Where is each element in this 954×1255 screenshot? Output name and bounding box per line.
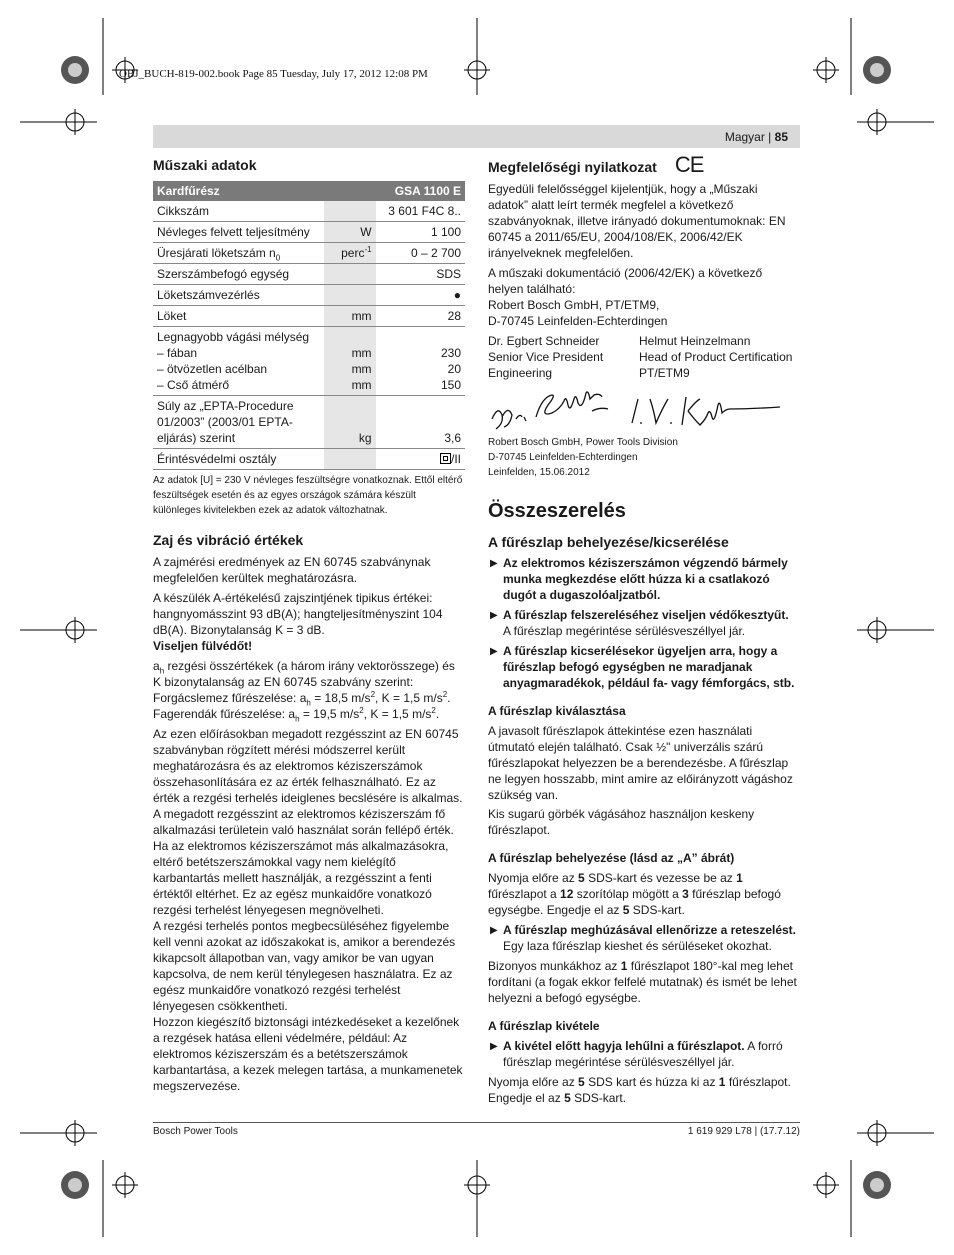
noise-paragraph: A készülék A-értékelésű zajszintjének tipikus értékei: hangnyomásszint 93 dB(A); hangteljesítményszint 104 dB(A). Bizonytalanság K = 3 dB.: [153, 591, 443, 637]
text-run: SDS kart és húzza ki az: [584, 1075, 719, 1089]
text-run: SDS-kart.: [570, 1091, 627, 1105]
spec-unit-line: mm: [351, 362, 372, 376]
spec-unit: [324, 327, 375, 396]
protection-class-text: /II: [450, 452, 461, 466]
vibration-text: rezgési összértékek (a három irány vektorösszege) és K bizonytalanság az EN 60745 szabvány szerint:: [153, 659, 455, 689]
language-label: Magyar: [724, 130, 765, 144]
spec-label-line: Súly az „EPTA-Procedure: [157, 399, 294, 413]
assembly-paragraph: [488, 870, 800, 918]
part-number: 5: [578, 1075, 585, 1089]
signatory-line: Head of Product Certification: [639, 350, 793, 364]
text-run: SDS-kart.: [629, 903, 685, 917]
signatory-line: Engineering: [488, 366, 553, 380]
issuer-block: [488, 435, 800, 480]
part-number: 5: [564, 1091, 571, 1105]
bullet-text-bold: A fűrészlap meghúzásával ellenőrizze a reteszelést.: [503, 923, 797, 937]
vibration-paragraph: $a_h$ rezgési összértékek (a három irány vektorösszege) és K bizonytalanság az EN 60745 szabvány szerint: Forgácslemez fűrészelése: $a_h = 18,5$ $m/s^2$, K = 1,5 $m/s^2$. Fagerendák fűrészelése: $a_h = 19,5$ $m/s^2$, K = 1,5 $m/s^2$.: [153, 659, 455, 724]
spec-unit: [324, 396, 375, 449]
spec-value-dot: ●: [376, 285, 465, 306]
tech-heading: Műszaki adatok: [153, 157, 257, 173]
print-header: OBJ_BUCH-819-002.book Page 85 Tuesday, July 17, 2012 12:08 PM: [119, 68, 428, 80]
spec-value: [376, 327, 465, 396]
spec-label: Löket: [153, 306, 324, 327]
vibration-subscript: h: [306, 698, 311, 708]
blade-insert-heading: A fűrészlap behelyezése (lásd az „A” ábrát): [488, 851, 735, 865]
punctuation: .: [447, 691, 451, 705]
safety-bullet: [488, 555, 800, 603]
spec-table: [153, 181, 465, 470]
spec-unit-text: perc: [341, 246, 365, 260]
ear-protection-warning: Viseljen fülvédőt!: [153, 639, 253, 653]
bullet-arrow-icon: ▶: [490, 646, 498, 657]
vibration-line: Forgácslemez fűrészelése: a: [153, 691, 307, 705]
spec-unit: [324, 264, 375, 285]
safety-bullet: [488, 922, 800, 954]
spec-unit: [324, 285, 375, 306]
signatories: [488, 333, 800, 381]
footer-rule: [153, 1122, 800, 1123]
text-run: fűrészlap befogó egységbe. Engedje el az: [488, 887, 781, 917]
vibration-subscript: h: [295, 714, 300, 724]
spec-value-line: [380, 329, 461, 345]
bullet-text: Az elektromos kéziszerszámon végzendő bármely munka megkezdése előtt húzza ki a csatlakozó dugót a dugaszolóaljzatból.: [503, 556, 788, 602]
assembly-paragraph: [488, 958, 800, 1006]
spec-value: 0 – 2 700: [376, 243, 465, 264]
punctuation: .: [435, 707, 440, 721]
table-row: [153, 396, 465, 449]
text-run: Nyomja előre az: [488, 871, 579, 885]
noise-paragraph: A megadott rezgésszint az elektromos kéziszerszám fő alkalmazási területein való használat során fellépő érték. Ha az elektromos kéziszerszámot más alkalmazásokra, eltérő betétszerszámokkal vagy nem kielégítő karbantartás mellett használják, a rezgésszint a fenti értéktől eltérhet. Ez az egész munkaidőre vonatkozó rezgési terhelést lényegesen megnövelheti.: [153, 807, 454, 917]
assembly-heading: Összeszerelés: [488, 500, 626, 522]
part-number: 12: [560, 887, 574, 901]
spec-unit-line: kg: [358, 431, 372, 445]
part-number: 3: [682, 887, 689, 901]
spec-label: Löketszámvezérlés: [153, 285, 324, 306]
spec-unit: mm: [324, 306, 375, 327]
blade-change-heading: A fűrészlap behelyezése/kicserélése: [488, 534, 729, 550]
spec-unit: [324, 449, 375, 470]
page-band: [153, 125, 800, 148]
spec-label: Érintésvédelmi osztály: [153, 449, 324, 470]
text-run: szorítólap mögött a: [573, 887, 683, 901]
safety-bullet: [488, 643, 800, 691]
text-run: Bizonyos munkákhoz az: [488, 959, 621, 973]
footer-brand: Bosch Power Tools: [153, 1126, 238, 1137]
bullet-arrow-icon: ▶: [490, 925, 498, 936]
bullet-arrow-icon: ▶: [490, 1041, 498, 1052]
signatory-line: PT/ETM9: [639, 366, 690, 380]
vibration-value: = 18,5 m/s: [310, 691, 371, 705]
noise-paragraph: Hozzon kiegészítő biztonsági intézkedéseket a kezelőnek a rezgések hatása elleni védelmére, például: Az elektromos kéziszerszám és a betétszerszámok karbantartása, a kezek melegen tartása, a munkamenetek megszervezése.: [153, 1015, 463, 1093]
part-number: 1: [736, 871, 743, 885]
spec-unit: [324, 201, 375, 222]
vibration-symbol: a: [153, 659, 160, 673]
signatory-line: Senior Vice President: [488, 350, 604, 364]
spec-label-text: Üresjárati löketszám n: [157, 246, 276, 260]
conformity-paragraph: A műszaki dokumentáció (2006/42/EK) a következő helyen található:: [488, 266, 763, 296]
conformity-heading: [488, 152, 800, 177]
spec-value: [376, 449, 465, 470]
spec-value: SDS: [376, 264, 465, 285]
spec-value: 1 100: [376, 222, 465, 243]
spec-head-product: Kardfűrész: [153, 181, 376, 201]
spec-label-line: – Cső átmérő: [157, 378, 230, 392]
bullet-text-bold: A fűrészlap felszereléséhez viseljen védőkesztyűt.: [503, 608, 789, 622]
text-run: fűrészlapot a: [488, 887, 561, 901]
spec-value-line: [380, 414, 461, 430]
signatory-right: [639, 333, 792, 381]
bullet-text: A forró fűrészlap megérintése sérülésveszéllyel jár.: [503, 1039, 783, 1069]
spec-unit: W: [324, 222, 375, 243]
handwritten-signatures: [488, 389, 788, 433]
issuer-line: Robert Bosch GmbH, Power Tools Division: [488, 437, 678, 448]
bullet-text: Egy laza fűrészlap kieshet és sérüléseket okozhat.: [503, 939, 772, 953]
signatory-line: Dr. Egbert Schneider: [488, 334, 600, 348]
noise-paragraph: A rezgési terhelés pontos megbecsüléséhez figyelembe kell venni azokat az időszakokat is, amikor a berendezés kikapcsolt állapotban van, vagy amikor be van ugyan kapcsolva, de nem kerül ténylegesen használatra. Ez az egész munkaidőre vonatkozó rezgési terhelést lényegesen csökkentheti.: [153, 919, 456, 1013]
bullet-text: A fűrészlap megérintése sérülésveszéllyel jár.: [503, 624, 746, 638]
spec-value: 3 601 F4C 8..: [376, 201, 465, 222]
table-row: [153, 306, 465, 327]
assembly-paragraph: A javasolt fűrészlapok áttekintése ezen használati útmutató elején található. Csak ½" univerzális szárú fűrészlapokat helyezzen be a berendezésbe. A fűrészlap ne legyen hosszabb, mint amire az előirányzott vágáshoz szükség van.: [488, 724, 793, 802]
table-row: [153, 243, 465, 264]
bullet-arrow-icon: ▶: [490, 558, 498, 569]
table-row: [153, 264, 465, 285]
part-number: 1: [620, 959, 628, 973]
vibration-subscript: h: [159, 666, 165, 676]
noise-paragraph: Az ezen előírásokban megadott rezgésszint az EN 60745 szabványban rögzített mérési módszerrel került meghatározásra és az elektromos kéziszerszámok összehasonlítására ez az érték felhasználható. Ez az érték a rezgési terhelés ideiglenes becslésére is alkalmas.: [153, 727, 463, 805]
part-number: 1: [718, 1075, 726, 1089]
spec-value-line: [380, 398, 461, 414]
spec-label-subscript: 0: [275, 253, 281, 263]
spec-unit-line: mm: [351, 346, 372, 360]
spec-value-line: 150: [440, 378, 461, 392]
spec-unit-line: [328, 398, 371, 414]
table-row: [153, 285, 465, 306]
assembly-paragraph: [488, 1074, 800, 1106]
spec-table-head: [153, 181, 465, 201]
conformity-paragraph: Egyedüli felelősséggel kijelentjük, hogy a „Műszaki adatok” alatt leírt termék megfelel a következő szabványoknak, illetve irányadó dokumentumoknak: EN 60745 a 2011/65/EU, 2004/108/EK, 2006/42/EK irányelveknek megfelelően.: [488, 182, 786, 260]
noise-paragraph: A zajmérési eredmények az EN 60745 szabványnak megfelelően kerültek meghatározásra.: [153, 555, 431, 585]
protection-class-icon: [440, 453, 451, 464]
spec-label: [153, 327, 324, 396]
right-column: [488, 152, 800, 1106]
table-row: [153, 449, 465, 470]
ce-mark-icon: CE: [674, 152, 704, 177]
vibration-line: Fagerendák fűrészelése: a: [153, 707, 296, 721]
spec-label-line: eljárás) szerint: [157, 431, 236, 445]
part-number: 5: [622, 903, 630, 917]
page-locator: [725, 130, 788, 144]
bullet-text-bold: A kivétel előtt hagyja lehűlni a fűrészlapot.: [503, 1039, 745, 1053]
issuer-line: Leinfelden, 15.06.2012: [488, 467, 590, 478]
spec-label: Szerszámbefogó egység: [153, 264, 324, 285]
spec-label-line: – ötvözetlen acélban: [157, 362, 268, 376]
blade-select-heading: A fűrészlap kiválasztása: [488, 704, 626, 718]
table-row: [153, 222, 465, 243]
footer-docnumber: 1 619 929 L78 | (17.7.12): [687, 1126, 800, 1137]
page-number: 85: [774, 130, 788, 144]
text-run: fűrészlapot 180°-kal meg lehet fordítani (a fogak ekkor felfelé mutatnak) és ismét be lehet helyezni a befogó egységbe.: [488, 959, 797, 1005]
spec-label: [153, 396, 324, 449]
left-column: [153, 156, 465, 1094]
spec-unit: [324, 243, 375, 264]
spec-unit-line: mm: [351, 378, 372, 392]
safety-bullet: [488, 607, 800, 639]
issuer-line: D-70745 Leinfelden-Echterdingen: [488, 452, 638, 463]
spec-value-line: 20: [447, 362, 461, 376]
spec-label-line: Legnagyobb vágási mélység: [157, 330, 310, 344]
vibration-uncertainty: , K = 1,5 m/s: [375, 691, 443, 705]
signatory-line: Helmut Heinzelmann: [639, 334, 751, 348]
text-run: Nyomja előre az: [488, 1075, 579, 1089]
text-run: fűrészlapot. Engedje el az: [488, 1075, 791, 1105]
tech-note: Az adatok [U] = 230 V névleges feszültségre vonatkoznak. Ettől eltérő feszültségek esetén és az egyes országok számára készült különleges kivitelekben ezek az adatok változhatnak.: [153, 475, 463, 516]
spec-unit-line: [328, 414, 371, 430]
spec-unit-superscript: -1: [364, 245, 372, 254]
vibration-value: = 19,5 m/s: [299, 707, 360, 721]
address-line: D-70745 Leinfelden-Echterdingen: [488, 314, 668, 328]
part-number: 5: [578, 871, 585, 885]
spec-label: Cikkszám: [153, 201, 324, 222]
table-row: [153, 327, 465, 396]
signatory-left: [488, 333, 639, 381]
spec-unit-line: [328, 329, 371, 345]
band-separator: |: [764, 130, 775, 144]
table-row: [153, 201, 465, 222]
conformity-title: Megfelelőségi nyilatkozat: [488, 159, 657, 175]
spec-label-line: 01/2003” (2003/01 EPTA-: [157, 415, 293, 429]
bullet-text: A fűrészlap kicserélésekor ügyeljen arra, hogy a fűrészlap befogó egységben ne maradjanak anyagmaradékok, például fa- vagy fémforgács, stb.: [503, 644, 795, 690]
address-line: Robert Bosch GmbH, PT/ETM9,: [488, 298, 660, 312]
spec-value-line: 3,6: [444, 431, 461, 445]
spec-label-line: – fában: [157, 346, 198, 360]
assembly-paragraph: Kis sugarú görbék vágásához használjon keskeny fűrészlapot.: [488, 807, 755, 837]
spec-label: [153, 243, 324, 264]
spec-head-model: GSA 1100 E: [376, 181, 465, 201]
spec-label: Névleges felvett teljesítmény: [153, 222, 324, 243]
noise-heading: Zaj és vibráció értékek: [153, 532, 304, 548]
spec-value-line: 230: [440, 346, 461, 360]
vibration-uncertainty: , K = 1,5 m/s: [363, 707, 432, 721]
blade-remove-heading: A fűrészlap kivétele: [488, 1019, 600, 1033]
safety-bullet: [488, 1038, 800, 1070]
bullet-arrow-icon: ▶: [490, 610, 498, 621]
spec-value: 28: [376, 306, 465, 327]
text-run: SDS-kart és vezesse be az: [584, 871, 737, 885]
spec-value: [376, 396, 465, 449]
